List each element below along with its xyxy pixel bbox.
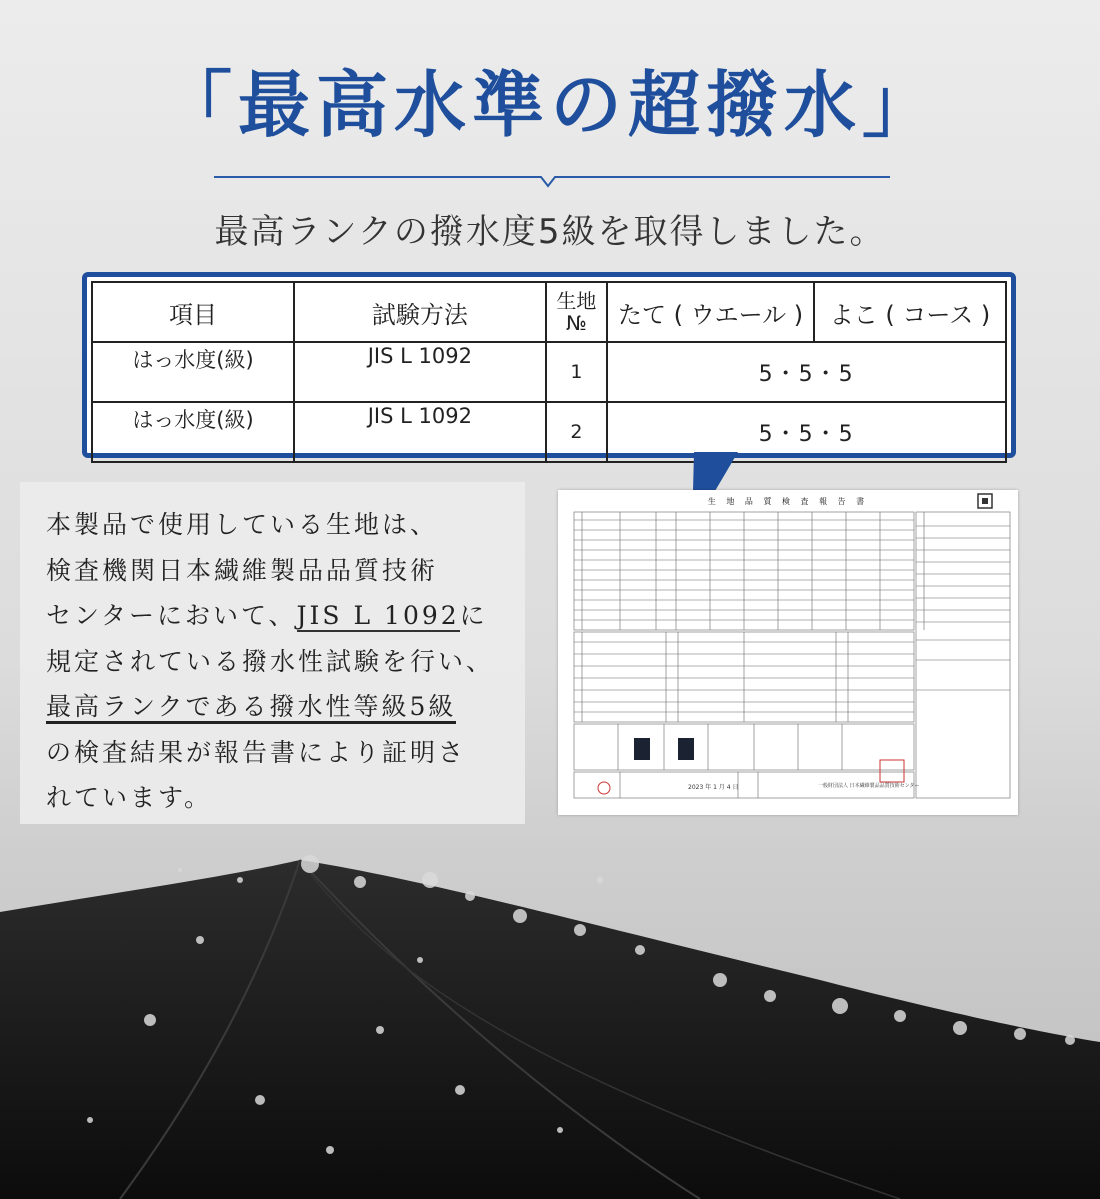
description-line: センターにおいて、 [46, 601, 297, 630]
row-no: 1 [546, 342, 608, 402]
page-title: 「最高水準の超撥水」 [159, 62, 940, 147]
test-report-document [558, 490, 1018, 815]
table-row [92, 402, 1006, 462]
description-line: れています。 [46, 783, 213, 812]
row-result: 5・5・5 [607, 342, 1006, 402]
col-warp-header: たて ( ウエール ) [607, 282, 814, 342]
description-text [46, 502, 506, 821]
title-rule-right [556, 176, 890, 178]
col-method-header: 試験方法 [294, 282, 546, 342]
title-notch-icon [533, 168, 563, 188]
report-issuer: 一般財団法人 日本繊維製品品質技術センター [818, 783, 920, 789]
row-item: はっ水度(級) [92, 342, 294, 402]
results-table [91, 281, 1007, 463]
col-item-header: 項目 [92, 282, 294, 342]
col-no-header-text: 生地 № [556, 289, 597, 335]
row-no: 2 [546, 402, 608, 462]
table-header-row [92, 282, 1006, 342]
row-method: JIS L 1092 [294, 402, 546, 462]
page-subtitle: 最高ランクの撥水度5級を取得しました。 [214, 212, 886, 252]
row-item: はっ水度(級) [92, 402, 294, 462]
col-weft-header: よこ ( コース ) [814, 282, 1006, 342]
title-rule-left [214, 176, 540, 178]
row-result: 5・5・5 [607, 402, 1006, 462]
description-line: 検査機関日本繊維製品品質技術 [46, 555, 439, 585]
description-line: の検査結果が報告書により証明さ [46, 737, 467, 767]
grade-highlight: 最高ランクである撥水性等級5級 [46, 692, 456, 724]
description-line: 本製品で使用している生地は、 [46, 510, 439, 539]
col-no-header [546, 282, 608, 342]
report-form-lines [558, 490, 1018, 815]
row-method: JIS L 1092 [294, 342, 546, 402]
results-table-card [82, 272, 1016, 458]
report-date: 2023 年 1 月 4 日 [688, 784, 739, 791]
table-row [92, 342, 1006, 402]
description-line: 規定されている撥水性試験を行い、 [46, 646, 495, 676]
report-title: 生 地 品 質 検 査 報 告 書 [707, 497, 869, 506]
description-line: に [459, 601, 488, 630]
standard-highlight: JIS L 1092 [296, 601, 460, 630]
umbrella-photo [0, 820, 1100, 1199]
